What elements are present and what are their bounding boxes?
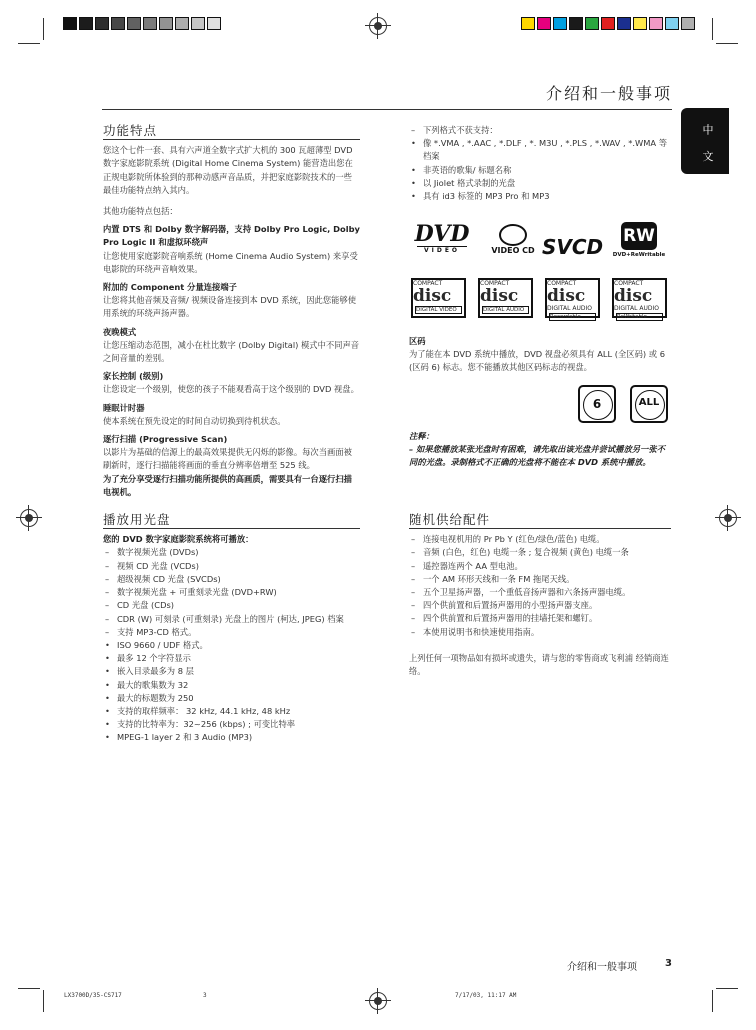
list-marker: – bbox=[105, 600, 110, 611]
svcd-logo: SVCD bbox=[542, 232, 600, 262]
feature-title: 内置 DTS 和 Dolby 数字解码器，支持 Dolby Pro Logic, Dolby Pro Logic II 和虚拟环绕声 bbox=[103, 224, 360, 248]
compact-disc-logo bbox=[411, 278, 466, 318]
list-item-text: ISO 9660 / UDF 格式。 bbox=[117, 639, 208, 650]
registration-mark-icon bbox=[369, 992, 387, 1010]
color-swatch bbox=[191, 17, 205, 30]
color-swatch bbox=[175, 17, 189, 30]
list-item-text: 一个 AM 环形天线和一条 FM 拖尾天线。 bbox=[423, 573, 575, 584]
list-item-text: 像 *.VMA , *.AAC , *.DLF , *. M3U , *.PLS , *.WAV , *.WMA 等档案 bbox=[423, 138, 668, 162]
color-swatch bbox=[207, 17, 221, 30]
feature-body: 以影片为基础的信源上的最高效果提供无闪烁的影像。每次当画面被刷新时，逐行扫描能将画面的垂直分辨率倍增至 525 线。 bbox=[103, 447, 352, 471]
list-item bbox=[103, 652, 360, 665]
feature-body: 使本系统在预先设定的时间自动切换到待机状态。 bbox=[103, 415, 286, 426]
list-item bbox=[103, 665, 360, 678]
language-tab-label: 中 文 bbox=[701, 124, 714, 168]
list-marker: – bbox=[411, 573, 416, 584]
list-marker: – bbox=[105, 626, 110, 637]
title-rule bbox=[102, 109, 672, 110]
list-item-text: 四个供前置和后置扬声器用的小型扬声器支座。 bbox=[423, 600, 598, 611]
page-title: 介绍和一般事项 bbox=[545, 84, 672, 103]
list-item bbox=[409, 626, 671, 639]
feature-body: 让您使用家庭影院音响系统 (Home Cinema Audio System) 来享受电影院的环绕声音响效果。 bbox=[103, 250, 358, 274]
feature-emphasis: 为了充分享受逐行扫描功能所提供的高画质，需要具有一台逐行扫描电视机。 bbox=[103, 473, 352, 497]
list-item-text: 音频 (白色，红色) 电缆一条 ; 复合视频 (黄色) 电缆一条 bbox=[423, 547, 629, 558]
list-item bbox=[103, 613, 360, 626]
list-item-text: 连接电视机用的 Pr Pb Y (红色/绿色/蓝色) 电缆。 bbox=[423, 534, 605, 545]
list-item bbox=[409, 137, 671, 163]
list-item bbox=[103, 679, 360, 692]
crop-mark bbox=[716, 988, 738, 989]
disc-logo-word: disc bbox=[413, 286, 452, 306]
region-section bbox=[409, 335, 671, 375]
list-item bbox=[409, 533, 671, 546]
color-swatch bbox=[79, 17, 93, 30]
list-marker: – bbox=[411, 626, 416, 637]
crop-mark bbox=[18, 43, 40, 44]
color-swatch bbox=[521, 17, 535, 30]
disc-logo-word: disc bbox=[614, 286, 653, 306]
color-swatch bbox=[681, 17, 695, 30]
list-item bbox=[103, 560, 360, 573]
disc-symbol-icon bbox=[499, 224, 527, 246]
list-marker: • bbox=[105, 705, 110, 716]
list-item bbox=[409, 190, 671, 203]
list-item-text: 四个供前置和后置扬声器用的挂墙托架和螺钉。 bbox=[423, 613, 598, 624]
slug-file: LX3700D/35-CS717 bbox=[64, 992, 122, 999]
crop-mark bbox=[18, 988, 40, 989]
slug-date: 7/17/03, 11:17 AM bbox=[455, 992, 517, 999]
color-swatch bbox=[633, 17, 647, 30]
disc-logo-word: disc bbox=[480, 286, 519, 306]
list-item bbox=[409, 177, 671, 190]
language-tab bbox=[681, 108, 729, 174]
color-swatch bbox=[617, 17, 631, 30]
list-item-text: 嵌入目录最多为 8 层 bbox=[117, 666, 194, 677]
list-item bbox=[103, 586, 360, 599]
list-item-text: CDR (W) 可刻录 (可重刻录) 光盘上的图片 (柯达, JPEG) 档案 bbox=[117, 613, 344, 624]
list-item-text: 最大的歌集数为 32 bbox=[117, 679, 189, 690]
features-intro: 您这个七件一套、具有六声道全数字式扩大机的 300 瓦超薄型 DVD 数字家庭影院系统 (Digital Home Cinema System) 能营造出您在正规电影院所体验到的那种动感声音品质，并把家庭影院技术的一些最佳功能特点纳入其内。 bbox=[103, 145, 353, 195]
list-item-text: 以 Jiolet 格式录制的光盘 bbox=[423, 177, 516, 188]
list-marker: – bbox=[411, 534, 416, 545]
feature-list bbox=[103, 223, 360, 499]
list-item-text: 最大的标题数为 250 bbox=[117, 692, 194, 703]
playable-intro: 您的 DVD 数字家庭影院系统将可播放： bbox=[103, 534, 254, 545]
color-swatch bbox=[569, 17, 583, 30]
list-marker: • bbox=[105, 732, 110, 743]
color-calibration-bar bbox=[521, 17, 697, 30]
color-swatch bbox=[127, 17, 141, 30]
feature-title: 附加的 Component 分量连接端子 bbox=[103, 282, 237, 293]
disc-logo-bottom: DIGITAL VIDEO bbox=[415, 306, 462, 314]
feature-body: 让您将其他音频及音频/ 视频设备连接到本 DVD 系统，因此您能够使用系统的环绕声扬声器。 bbox=[103, 295, 357, 319]
list-marker: – bbox=[105, 560, 110, 571]
list-item bbox=[103, 639, 360, 652]
list-item-text: 遥控器连两个 AA 型电池。 bbox=[423, 560, 523, 571]
list-item bbox=[103, 692, 360, 705]
list-marker: – bbox=[411, 560, 416, 571]
formats-unsupported: 下列格式不获支持： bbox=[423, 125, 498, 135]
compact-disc-logo bbox=[612, 278, 667, 318]
disc-logo-top: COMPACT bbox=[480, 280, 510, 287]
list-item-text: 具有 id3 标签的 MP3 Pro 和 MP3 bbox=[423, 191, 550, 202]
color-swatch bbox=[585, 17, 599, 30]
list-marker: • bbox=[105, 679, 110, 690]
dvd-rw-logo bbox=[610, 222, 668, 264]
list-item-text: 最多 12 个字符显示 bbox=[117, 653, 191, 664]
dvd-logo-sub: VIDEO bbox=[417, 246, 467, 254]
list-marker: • bbox=[105, 653, 110, 664]
feature-title: 夜晚模式 bbox=[103, 326, 137, 337]
format-bullet-list bbox=[409, 137, 671, 203]
disc-logo-word: disc bbox=[547, 286, 586, 306]
list-marker: • bbox=[105, 692, 110, 703]
list-item bbox=[409, 612, 671, 625]
crop-mark bbox=[43, 18, 44, 40]
disc-logo-top: COMPACT bbox=[413, 280, 443, 287]
crop-mark bbox=[43, 990, 44, 1012]
gray-calibration-bar bbox=[63, 17, 223, 30]
list-marker: • bbox=[411, 191, 416, 202]
dvd-logo-text: DVD bbox=[414, 221, 470, 247]
color-swatch bbox=[159, 17, 173, 30]
feature-body: 让您压缩动态范围，减小在杜比数字 (Dolby Digital) 模式中不同声音之间音量的差别。 bbox=[103, 339, 360, 364]
disc-logo-mid: DIGITAL AUDIO bbox=[614, 305, 659, 312]
list-item bbox=[409, 599, 671, 612]
list-item bbox=[103, 731, 360, 744]
region-all-badge-icon bbox=[630, 385, 668, 423]
page-number: 3 bbox=[665, 958, 672, 969]
disc-logo-bottom: ReWritable bbox=[616, 313, 663, 321]
color-swatch bbox=[95, 17, 109, 30]
crop-mark bbox=[712, 990, 713, 1012]
registration-mark-icon bbox=[719, 509, 737, 527]
slug-page: 3 bbox=[203, 992, 207, 999]
feature-title: 家长控制 (级别) bbox=[103, 371, 164, 382]
right-column bbox=[409, 124, 671, 203]
list-marker: – bbox=[105, 547, 110, 558]
list-marker: – bbox=[411, 600, 416, 611]
video-cd-logo bbox=[489, 222, 537, 264]
list-item bbox=[103, 546, 360, 559]
list-item bbox=[409, 560, 671, 573]
accessories-footer: 上列任何一项物品如有损坏或遗失，请与您的零售商或飞利浦 经销商连络。 bbox=[409, 652, 669, 677]
left-column bbox=[103, 124, 360, 745]
features-others: 其他功能特点包括： bbox=[103, 206, 178, 217]
disc-logo-top: COMPACT bbox=[547, 280, 577, 287]
region-heading: 区码 bbox=[409, 336, 426, 346]
list-marker: • bbox=[105, 666, 110, 677]
list-marker: – bbox=[411, 613, 416, 624]
list-item bbox=[409, 164, 671, 177]
region-body: 为了能在本 DVD 系统中播放，DVD 视盘必须具有 ALL (全区码) 或 6 (区码 6) 标志。您不能播放其他区码标志的视盘。 bbox=[409, 349, 665, 373]
list-item-text: 数字视频光盘 (DVDs) bbox=[117, 547, 199, 558]
color-swatch bbox=[553, 17, 567, 30]
note-label: 注释： bbox=[409, 431, 434, 441]
list-marker: – bbox=[411, 587, 416, 598]
list-item-text: 超级视频 CD 光盘 (SVCDs) bbox=[117, 573, 221, 584]
list-item bbox=[409, 586, 671, 599]
feature-body: 让您设定一个级别，使您的孩子不能观看高于这个级别的 DVD 视盘。 bbox=[103, 384, 359, 395]
accessories-heading: 随机供给配件 bbox=[409, 513, 671, 529]
accessory-list bbox=[409, 533, 671, 639]
list-marker: • bbox=[411, 164, 416, 175]
list-marker: • bbox=[411, 138, 416, 149]
accessories-section bbox=[409, 513, 671, 678]
region-6-label: 6 bbox=[592, 397, 602, 411]
color-swatch bbox=[649, 17, 663, 30]
compact-disc-logo bbox=[545, 278, 600, 318]
playable-dash-list bbox=[103, 546, 360, 638]
list-item-text: 支持的取样频率： 32 kHz, 44.1 kHz, 48 kHz bbox=[117, 705, 291, 716]
feature-title: 睡眠计时器 bbox=[103, 402, 145, 413]
video-cd-text: VIDEO CD bbox=[491, 246, 535, 255]
list-item bbox=[103, 599, 360, 612]
color-swatch bbox=[143, 17, 157, 30]
list-item-text: 视频 CD 光盘 (VCDs) bbox=[117, 560, 199, 571]
color-swatch bbox=[665, 17, 679, 30]
color-swatch bbox=[601, 17, 615, 30]
note-section bbox=[409, 430, 671, 470]
disc-logo-mid: DIGITAL AUDIO bbox=[547, 305, 592, 312]
list-item bbox=[103, 705, 360, 718]
list-marker: • bbox=[411, 177, 416, 188]
color-swatch bbox=[111, 17, 125, 30]
list-marker: – bbox=[411, 547, 416, 558]
disc-logo-bottom: Recordable bbox=[549, 313, 596, 321]
list-marker: – bbox=[105, 587, 110, 598]
list-item-text: 支持的比特率为：32~256 (kbps) ; 可变比特率 bbox=[117, 719, 296, 730]
list-item bbox=[103, 626, 360, 639]
registration-mark-icon bbox=[20, 509, 38, 527]
color-swatch bbox=[63, 17, 77, 30]
playable-bullet-list bbox=[103, 639, 360, 745]
list-item-text: CD 光盘 (CDs) bbox=[117, 600, 175, 611]
list-item bbox=[409, 546, 671, 559]
list-item bbox=[103, 573, 360, 586]
crop-mark bbox=[712, 18, 713, 40]
playable-heading: 播放用光盘 bbox=[103, 513, 360, 529]
region-all-label: ALL bbox=[638, 397, 660, 408]
list-marker: • bbox=[105, 719, 110, 730]
list-item-text: 非英语的歌集/ 标题名称 bbox=[423, 164, 512, 175]
list-item-text: 本使用说明书和快速使用指南。 bbox=[423, 626, 540, 637]
list-item bbox=[103, 718, 360, 731]
disc-logo-bottom: DIGITAL AUDIO bbox=[482, 306, 529, 314]
list-item bbox=[409, 573, 671, 586]
disc-logos bbox=[409, 222, 671, 320]
rw-caption: DVD+ReWritable bbox=[612, 252, 666, 258]
disc-logo-top: COMPACT bbox=[614, 280, 644, 287]
color-swatch bbox=[537, 17, 551, 30]
list-marker: • bbox=[105, 639, 110, 650]
list-item: – 下列格式不获支持： bbox=[411, 125, 498, 135]
registration-mark-icon bbox=[369, 17, 387, 35]
rw-badge: RW bbox=[621, 222, 657, 250]
footer-section-title: 介绍和一般事项 bbox=[567, 962, 637, 973]
dvd-video-logo bbox=[411, 222, 473, 264]
list-item-text: 支持 MP3-CD 格式。 bbox=[117, 626, 197, 637]
list-item-text: 数字视频光盘 + 可重刻录光盘 (DVD+RW) bbox=[117, 587, 277, 598]
list-marker: – bbox=[105, 573, 110, 584]
list-item-text: MPEG-1 layer 2 和 3 Audio (MP3) bbox=[117, 732, 253, 743]
features-heading: 功能特点 bbox=[103, 124, 360, 140]
compact-disc-logo bbox=[478, 278, 533, 318]
note-body: – 如果您播放某张光盘时有困难，请先取出该光盘并尝试播放另一张不同的光盘。录制格式不正确的光盘将不能在本 DVD 系统中播放。 bbox=[409, 444, 665, 468]
region-6-badge-icon bbox=[578, 385, 616, 423]
crop-mark bbox=[716, 43, 738, 44]
list-marker: – bbox=[105, 613, 110, 624]
feature-title: 逐行扫描 (Progressive Scan) bbox=[103, 434, 228, 445]
list-item-text: 五个卫星扬声器，一个重低音扬声器和六条扬声器电缆。 bbox=[423, 587, 631, 598]
